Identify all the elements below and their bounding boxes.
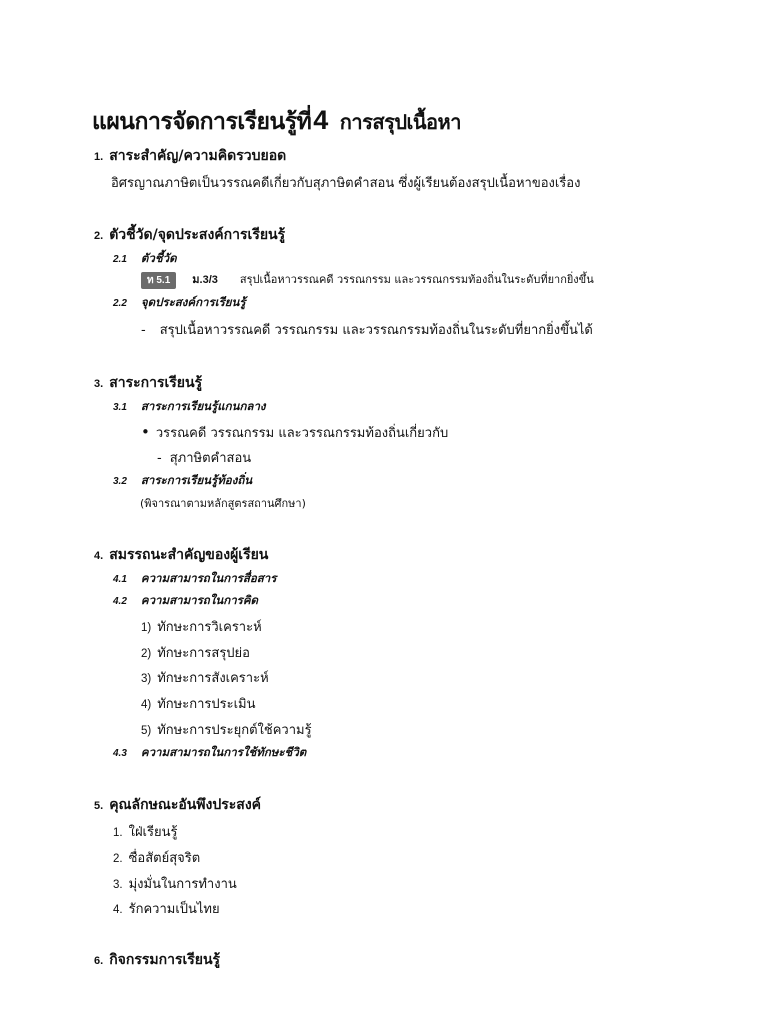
objective-text: สรุปเนื้อหาวรรณคดี วรรณกรรม และวรรณกรรมท้องถิ่นในระดับที่ยากยิ่งขึ้นได้ <box>159 323 593 338</box>
subsection-number: 3.1 <box>113 402 127 413</box>
list-number: 2) <box>141 648 152 660</box>
subsection-title: ความสามารถในการคิด <box>140 593 258 607</box>
subsection-number: 4.2 <box>113 596 127 607</box>
list-item <box>141 693 256 714</box>
bullet-item <box>141 422 448 443</box>
section-4-heading <box>94 544 268 566</box>
local-content-note: (พิจารณาตามหลักสูตรสถานศึกษา) <box>140 497 306 510</box>
list-number: 4. <box>113 904 123 916</box>
list-text: ทักษะการสรุปย่อ <box>157 646 250 661</box>
list-item <box>113 873 237 894</box>
subsection-title: ความสามารถในการสื่อสาร <box>140 571 277 585</box>
list-item <box>113 898 220 919</box>
subsection-title: สาระการเรียนรู้แกนกลาง <box>140 399 266 413</box>
list-item <box>141 667 269 688</box>
section-title: สมรรถนะสำคัญของผู้เรียน <box>109 547 269 563</box>
list-number: 1) <box>141 622 152 634</box>
subsection-title: ความสามารถในการใช้ทักษะชีวิต <box>140 745 307 759</box>
list-number: 4) <box>141 699 152 711</box>
section-1-body: อิศรญาณภาษิตเป็นวรรณคดีเกี่ยวกับสุภาษิตคำสอน ซึ่งผู้เรียนต้องสรุปเนื้อหาของเรื่อง <box>111 176 581 191</box>
list-item <box>141 642 250 663</box>
list-text: รักความเป็นไทย <box>128 902 220 917</box>
subsection-2-2-heading <box>113 294 246 312</box>
section-1-heading <box>94 145 286 167</box>
list-item <box>113 847 200 868</box>
section-title: กิจกรรมการเรียนรู้ <box>109 952 221 968</box>
title-main: แผนการจัดการเรียนรู้ที่ <box>92 109 312 135</box>
bullet-text: วรรณคดี วรรณกรรม และวรรณกรรมท้องถิ่นเกี่ยวกับ <box>155 426 449 441</box>
subsection-number: 4.3 <box>113 748 127 759</box>
section-title: คุณลักษณะอันพึงประสงค์ <box>109 797 262 813</box>
subsection-number: 2.2 <box>113 298 127 309</box>
indicator-row <box>141 270 594 289</box>
subsection-title: จุดประสงค์การเรียนรู้ <box>140 295 246 309</box>
section-title: สาระการเรียนรู้ <box>109 375 203 391</box>
indicator-code: ม.3/3 <box>192 274 218 286</box>
title-subtitle: การสรุปเนื้อหา <box>339 110 461 134</box>
sub-bullet-text: สุภาษิตคำสอน <box>169 451 252 466</box>
section-6-heading <box>94 949 220 971</box>
objective-item <box>141 319 593 340</box>
list-text: ทักษะการประเมิน <box>157 697 256 712</box>
bullet-marker: • <box>141 423 150 441</box>
section-5-heading <box>94 794 261 816</box>
list-item <box>141 616 262 637</box>
subsection-4-2-heading <box>113 592 258 610</box>
subsection-3-2-heading <box>113 472 252 490</box>
section-title: ตัวชี้วัด/จุดประสงค์การเรียนรู้ <box>109 227 286 243</box>
list-number: 2. <box>113 853 123 865</box>
indicator-text: สรุปเนื้อหาวรรณคดี วรรณกรรม และวรรณกรรมท้องถิ่นในระดับที่ยากยิ่งขึ้น <box>239 273 594 286</box>
list-item <box>141 719 312 740</box>
subsection-2-1-heading <box>113 250 177 268</box>
sub-bullet-item <box>157 447 251 468</box>
list-text: ทักษะการสังเคราะห์ <box>157 671 269 686</box>
subsection-3-1-heading <box>113 398 266 416</box>
section-number: 4. <box>94 550 104 562</box>
list-text: ทักษะการวิเคราะห์ <box>157 620 262 635</box>
subsection-number: 2.1 <box>113 254 127 265</box>
subsection-title: ตัวชี้วัด <box>140 251 177 265</box>
list-text: ซื่อสัตย์สุจริต <box>128 851 201 866</box>
list-text: ทักษะการประยุกต์ใช้ความรู้ <box>157 723 312 738</box>
dash-marker: - <box>157 451 162 466</box>
subsection-4-1-heading <box>113 570 276 588</box>
subsection-number: 4.1 <box>113 574 127 585</box>
section-number: 1. <box>94 151 104 163</box>
section-number: 2. <box>94 230 104 242</box>
list-number: 1. <box>113 827 123 839</box>
indicator-badge: ท 5.1 <box>141 272 176 289</box>
subsection-title: สาระการเรียนรู้ท้องถิ่น <box>140 473 253 487</box>
section-title: สาระสำคัญ/ความคิดรวบยอด <box>109 148 287 164</box>
section-2-heading <box>94 224 285 246</box>
list-text: ใฝ่เรียนรู้ <box>128 825 178 840</box>
section-3-heading <box>94 372 202 394</box>
section-number: 5. <box>94 800 104 812</box>
list-item <box>113 821 177 842</box>
list-text: มุ่งมั่นในการทำงาน <box>128 877 237 892</box>
subsection-number: 3.2 <box>113 476 127 487</box>
plan-number: 4 <box>313 105 328 135</box>
list-number: 3) <box>141 673 152 685</box>
subsection-4-3-heading <box>113 744 306 762</box>
section-number: 6. <box>94 955 104 967</box>
dash-marker: - <box>141 323 146 338</box>
section-number: 3. <box>94 378 104 390</box>
list-number: 5) <box>141 725 152 737</box>
page-title <box>92 104 461 140</box>
list-number: 3. <box>113 879 123 891</box>
